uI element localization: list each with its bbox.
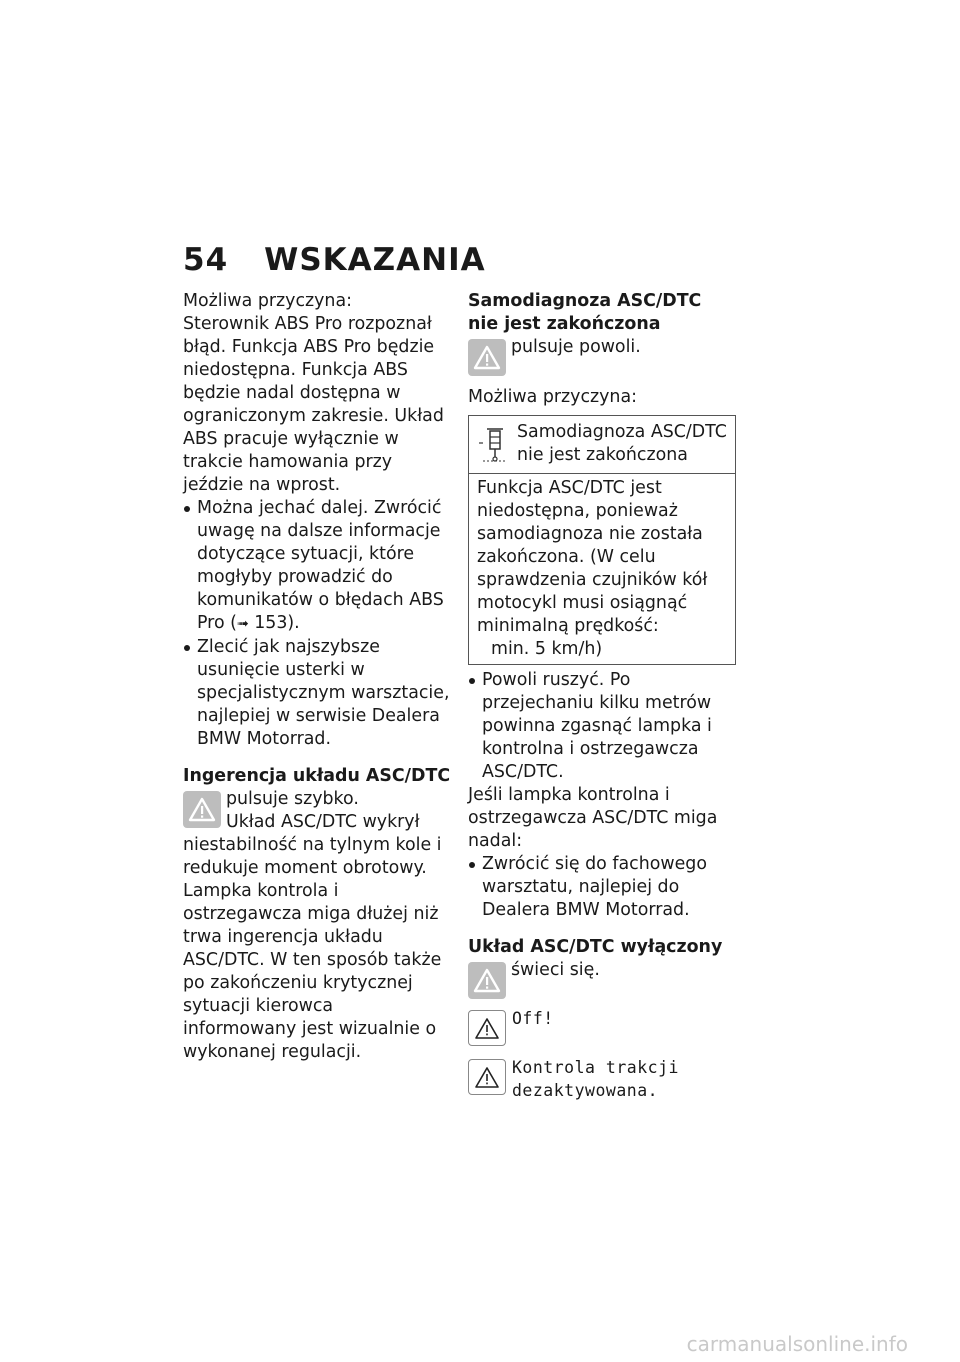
info-table-text-end: min. 5 km/h) [491,639,603,659]
warning-lamp-icon [468,339,506,376]
display-text-line2: dezaktywowana. [512,1081,659,1100]
page-ref: 153). [254,613,300,633]
right-column [468,290,736,1102]
list-item: Można jechać dalej. Zwrócić uwagę na dalsze informacje dotyczące sytuacji, które mogłyby prowadzić do komunikatów o błędach ABS Pro (➟ 153). [183,497,451,636]
display-text-off: Off! [512,1009,554,1028]
info-table-header [469,416,735,474]
warning-triangle-icon [468,1010,506,1046]
watermark-link[interactable]: carmanualsonline.info [686,1332,908,1356]
page-header [183,242,486,278]
selfdiag-actions-list [468,669,736,784]
selfdiag-followup: Jeśli lampka kontrolna i ostrzegawcza ASC/DTC miga nadal: [468,785,718,851]
info-table-body [469,474,735,664]
left-column [183,290,451,1064]
lamp-status-text: pulsuje powoli. [511,337,641,357]
display-text-line1: Kontrola trakcji [512,1058,679,1077]
page-number: 54 [183,242,229,278]
warning-triangle-icon [468,1059,506,1095]
info-table [468,415,736,665]
display-message-row [468,1007,736,1046]
asc-detect-text: Układ ASC/DTC wykrył [226,812,420,832]
page-title: WSKAZANIA [264,242,486,278]
warning-lamp-icon [183,791,221,828]
arrow-ref-icon: ➟ [236,616,249,632]
selfdiag-heading: Samodiagnoza ASC/DTC nie jest zakończona [468,291,702,334]
display-message-row [468,1056,736,1102]
icon-row [468,336,736,376]
lamp-status-text: pulsuje szybko. [226,789,359,809]
list-item: Zlecić jak najszybsze usunięcie usterki w specjalistycznym warsztacie, najlepiej w serwisie Dealera BMW Motorrad. [183,636,451,751]
icon-row [468,959,736,999]
abs-cause-paragraph: Możliwa przyczyna: Sterownik ABS Pro rozpoznał błąd. Funkcja ABS Pro będzie niedostępna. Funkcja ABS będzie nadal dostępna w ograniczonym zakresie. Układ ABS pracuje wyłącznie w trakcie hamowania przy jeździe na wprost. [183,291,444,495]
list-item: Zwrócić się do fachowego warsztatu, najlepiej do Dealera BMW Motorrad. [468,853,736,922]
lamp-status-text: świeci się. [511,960,600,980]
selfdiag-followup-list [468,853,736,922]
info-table-title: Samodiagnoza ASC/DTC nie jest zakończona [517,422,727,465]
list-item: Powoli ruszyć. Po przejechaniu kilku metrów powinna zgasnąć lampka i kontrolna i ostrzegawcza ASC/DTC. [468,669,736,784]
icon-row [183,788,451,834]
asc-intervention-paragraph: niestabilność na tylnym kole i redukuje moment obrotowy. Lampka kontrola i ostrzegawcza miga dłużej niż trwa ingerencja układu ASC/DTC. W ten sposób także po zakończeniu krytycznej sytuacji kierowca informowany jest wizualnie o wykonanej regulacji. [183,835,442,1062]
asc-off-heading: Układ ASC/DTC wyłączony [468,937,723,957]
warning-lamp-icon [468,962,506,999]
cause-label: Możliwa przyczyna: [468,387,637,407]
wheel-sensor-icon [477,423,511,467]
info-table-text: Funkcja ASC/DTC jest niedostępna, ponieważ samodiagnoza nie została zakończona. (W celu sprawdzenia czujników kół motocykl musi osiągnąć minimalną prędkość: [477,478,708,636]
abs-actions-list [183,497,451,751]
bullet-text: Można jechać dalej. Zwrócić uwagę na dalsze informacje dotyczące sytuacji, które mogłyby prowadzić do komunikatów o błędach ABS Pro [197,498,444,633]
asc-intervention-heading: Ingerencja układu ASC/DTC [183,766,451,786]
